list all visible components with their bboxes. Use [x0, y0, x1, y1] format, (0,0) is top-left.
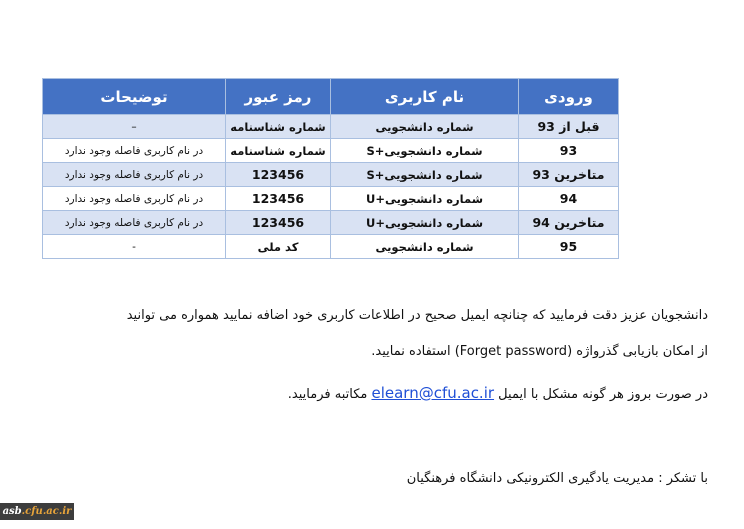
cell-password: 123456 — [226, 163, 331, 187]
table-row — [43, 235, 619, 259]
cell-username: شماره دانشجویی+S — [331, 163, 519, 187]
site-watermark — [0, 503, 74, 520]
cell-note: در نام کاربری فاصله وجود ندارد — [43, 163, 226, 187]
table-row — [43, 211, 619, 235]
cell-entry: 93 — [519, 139, 619, 163]
header-entry: ورودی — [519, 79, 619, 115]
table-row — [43, 187, 619, 211]
cell-password: شماره شناسنامه — [226, 139, 331, 163]
table-row — [43, 115, 619, 139]
header-notes: توضیحات — [43, 79, 226, 115]
watermark-domain: .cfu.ac.ir — [21, 506, 72, 517]
login-info-table — [42, 78, 619, 259]
table-row — [43, 163, 619, 187]
cell-note: در نام کاربری فاصله وجود ندارد — [43, 139, 226, 163]
contact-text-before: در صورت بروز هر گونه مشکل با ایمیل — [494, 387, 708, 402]
cell-note: - — [43, 235, 226, 259]
cell-entry: متاخرین 93 — [519, 163, 619, 187]
header-password: رمز عبور — [226, 79, 331, 115]
cell-entry: قبل از 93 — [519, 115, 619, 139]
cell-entry: 95 — [519, 235, 619, 259]
header-username: نام کاربری — [331, 79, 519, 115]
cell-note: در نام کاربری فاصله وجود ندارد — [43, 187, 226, 211]
cell-note: – — [43, 115, 226, 139]
contact-line — [28, 384, 708, 402]
cell-entry: متاخرین 94 — [519, 211, 619, 235]
cell-password: شماره شناسنامه — [226, 115, 331, 139]
cell-username: شماره دانشجویی+S — [331, 139, 519, 163]
cell-password: کد ملی — [226, 235, 331, 259]
email-notice-line2: از امکان بازیابی گذرواژه (Forget password) استفاده نمایید. — [371, 344, 708, 359]
cell-note: در نام کاربری فاصله وجود ندارد — [43, 211, 226, 235]
cell-password: 123456 — [226, 211, 331, 235]
cell-username: شماره دانشجویی+U — [331, 211, 519, 235]
watermark-prefix: asb — [2, 506, 22, 517]
cell-username: شماره دانشجویی — [331, 235, 519, 259]
contact-text-after: مکاتبه فرمایید. — [287, 387, 372, 402]
email-notice-line1: دانشجویان عزیز دقت فرمایید که چنانچه ایمیل صحیح در اطلاعات کاربری خود اضافه نمایید همواره می توانید — [126, 308, 708, 323]
table-row — [43, 139, 619, 163]
table-header-row — [43, 79, 619, 115]
cell-username: شماره دانشجویی+U — [331, 187, 519, 211]
cell-entry: 94 — [519, 187, 619, 211]
cell-username: شماره دانشجویی — [331, 115, 519, 139]
signature: با تشکر : مدیریت یادگیری الکترونیکی دانشگاه فرهنگیان — [406, 471, 708, 486]
cell-password: 123456 — [226, 187, 331, 211]
support-email-link[interactable]: elearn@cfu.ac.ir — [371, 384, 495, 402]
